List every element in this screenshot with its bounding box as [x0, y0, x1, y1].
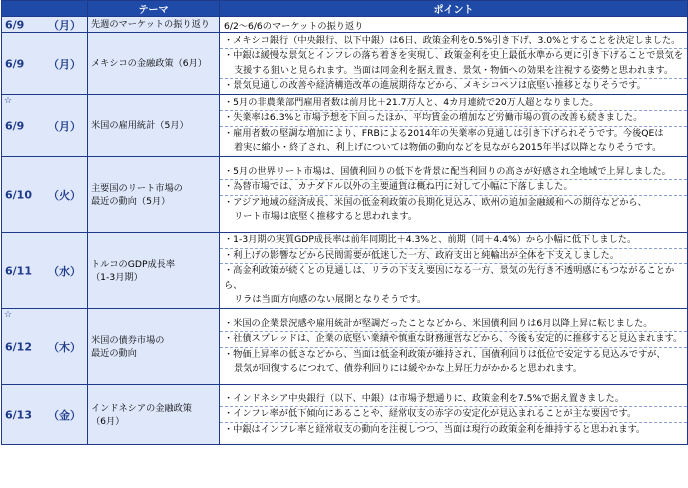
schedule-table — [1, 0, 688, 445]
date-cell — [2, 309, 88, 385]
point-text: ・物価上昇率の低さなどから、当面は低金利政策が維持され、国債利回りは低位で安定する見込みですが、 — [224, 348, 666, 360]
point-text: ・5月の世界リート市場は、国債利回りの低下を背景に配当利回りの高さが好感され全地域で上昇しました。 — [224, 165, 671, 177]
point-text: ・アジア地域の経済成長、米国の低金利政策の長期化見込み、欧州の追加金融緩和への期待などから、 — [224, 196, 647, 208]
theme-text: 米国の雇用統計（5月） — [91, 120, 189, 131]
date-text: 6/12 — [5, 340, 32, 353]
theme-text: 主要国のリート市場の — [91, 182, 183, 194]
theme-cell — [88, 233, 220, 309]
theme-text: （6月） — [91, 415, 125, 427]
theme-text: メキシコの金融政策（6月） — [91, 58, 208, 69]
point-text: ・1-3月期の実質GDP成長率は前年同期比＋4.3%と、前期（同＋4.4%）から小幅に低下しました。 — [224, 234, 637, 246]
weekday-text: （月） — [48, 18, 81, 32]
theme-text: トルコのGDP成長率 — [91, 258, 176, 270]
point-text: ・失業率は6.3%と市場予想を下回ったほか、平均賃金の増加など労働市場の質の改善も続きました。 — [224, 112, 643, 123]
theme-text: 米国の債券市場の — [91, 334, 165, 346]
point-text: ・メキシコ銀行（中央銀行、以下中銀）は6日、政策金利を0.5%引き下げ、3.0%とすることを決定しました。 — [224, 34, 681, 46]
theme-text: 最近の動向（5月） — [91, 195, 171, 207]
header-row — [2, 1, 688, 17]
point-text: 着実に縮小・終了され、利上げについては物価の動向などを見ながら2015年半ば以降となりそうです。 — [234, 142, 662, 153]
point-text: ・高金利政策が続くとの見通しは、リラの下支え要因になる一方、景気の先行き不透明感にもつながることから、 — [224, 265, 675, 291]
table-row — [2, 385, 688, 445]
point-item — [220, 331, 687, 347]
point-item — [220, 406, 687, 422]
point-text: 景気が回復するにつれて、債券利回りには緩やかな上昇圧力がかかると思われます。 — [234, 363, 583, 374]
date-text: 6/9 — [5, 18, 25, 31]
points-cell — [220, 233, 688, 309]
points-cell — [220, 95, 688, 157]
theme-cell — [88, 385, 220, 445]
point-text: ・利上げの影響などから民間需要が低迷した一方、政府支出と純輸出が全体を下支えしました。 — [224, 249, 620, 261]
date-cell — [2, 33, 88, 95]
point-text: 6/2～6/6のマーケットの振り返り — [224, 20, 364, 32]
table-row — [2, 17, 688, 33]
date-cell — [2, 157, 88, 233]
weekday-text: （火） — [48, 188, 81, 202]
point-text: ・雇用者数の堅調な増加により、FRBによる2014年の失業率の見通しは引き下げられそうです。今後QEは — [224, 127, 664, 139]
points-cell — [220, 33, 688, 95]
table-row — [2, 95, 688, 157]
star-icon: ☆ — [4, 310, 13, 320]
table-row — [2, 309, 688, 385]
date-cell — [2, 17, 88, 33]
points-cell — [220, 309, 688, 385]
date-cell — [2, 233, 88, 309]
point-text: ・5月の非農業部門雇用者数は前月比＋21.7万人と、4カ月連続で20万人超となりました。 — [224, 96, 599, 108]
point-item — [220, 317, 687, 332]
point-text: ・インフレ率が低下傾向にあることや、経常収支の赤字の安定化が見込まれることが主な要因です。 — [224, 408, 637, 420]
date-text: 6/9 — [5, 57, 25, 70]
point-text: ・社債スプレッドは、企業の底堅い業績や慎重な財務運営などから、今後も安定的に推移すると見込まれます。 — [224, 333, 683, 344]
point-item — [220, 263, 687, 308]
date-text: 6/9 — [5, 119, 25, 132]
weekday-text: （木） — [48, 340, 81, 354]
point-text: ・米国の企業景況感や雇用統計が堅調だったことなどから、米国債利回りは6月以降上昇に転じました。 — [224, 317, 653, 329]
point-item — [220, 195, 687, 225]
point-item — [220, 126, 687, 156]
weekday-text: （月） — [48, 57, 81, 71]
theme-cell — [88, 17, 220, 33]
point-item — [220, 34, 687, 49]
date-cell — [2, 385, 88, 445]
theme-text: インドネシアの金融政策 — [91, 402, 192, 414]
point-item — [220, 165, 687, 180]
point-item — [220, 96, 687, 111]
point-text: 支援する狙いと見られます。当面は同金利を据え置き、景気・物価への効果を注視する姿勢と思われます。 — [234, 64, 674, 76]
theme-cell — [88, 95, 220, 157]
date-text: 6/11 — [5, 264, 32, 277]
point-item — [220, 392, 687, 407]
point-item — [220, 110, 687, 126]
point-text: ・為替市場では、カナダドル以外の主要通貨は概ね円に対して小幅に下落しました。 — [224, 181, 573, 192]
point-item — [220, 347, 687, 377]
date-text: 6/10 — [5, 188, 32, 201]
theme-text: 最近の動向 — [91, 347, 137, 359]
date-text: 6/13 — [5, 408, 32, 421]
point-item — [220, 233, 687, 248]
points-cell — [220, 385, 688, 445]
point-text: リラは当面方向感のない展開となりそうです。 — [234, 294, 427, 306]
point-item — [220, 78, 687, 94]
point-item — [220, 179, 687, 195]
point-text: リート市場は底堅く推移すると思われます。 — [234, 211, 418, 222]
point-item — [224, 18, 687, 32]
point-text: ・中銀はインフレ率と経常収支の動向を注視しつつ、当面は現行の政策金利を維持すると思われます。 — [224, 423, 646, 435]
theme-cell — [88, 309, 220, 385]
point-item — [220, 422, 687, 438]
theme-text: （1-3月期） — [91, 271, 143, 283]
table-row — [2, 233, 688, 309]
theme-cell — [88, 157, 220, 233]
point-text: ・中銀は緩慢な景気とインフレの落ち着きを実現し、政策金利を史上最低水準から更に引き下げることで景気を — [224, 50, 684, 61]
date-cell — [2, 95, 88, 157]
theme-text: 先週のマーケットの振り返り — [91, 19, 210, 30]
point-text: ・インドネシア中央銀行（以下、中銀）は市場予想通りに、政策金利を7.5%で据え置きました。 — [224, 392, 624, 404]
points-cell — [220, 17, 688, 33]
weekday-text: （月） — [48, 119, 81, 133]
table-row — [2, 157, 688, 233]
weekday-text: （金） — [48, 408, 81, 422]
header-theme: テーマ — [88, 1, 220, 17]
points-cell — [220, 157, 688, 233]
header-point: ポイント — [220, 1, 688, 17]
point-item — [220, 248, 687, 264]
star-icon: ☆ — [4, 96, 13, 106]
weekday-text: （水） — [48, 264, 81, 278]
point-item — [220, 48, 687, 78]
table-row — [2, 33, 688, 95]
theme-cell — [88, 33, 220, 95]
header-date-cell — [2, 1, 88, 17]
point-text: ・景気見通しの改善や経済構造改革の進展期待などから、メキシコペソは底堅い推移となりそうです。 — [224, 80, 646, 91]
